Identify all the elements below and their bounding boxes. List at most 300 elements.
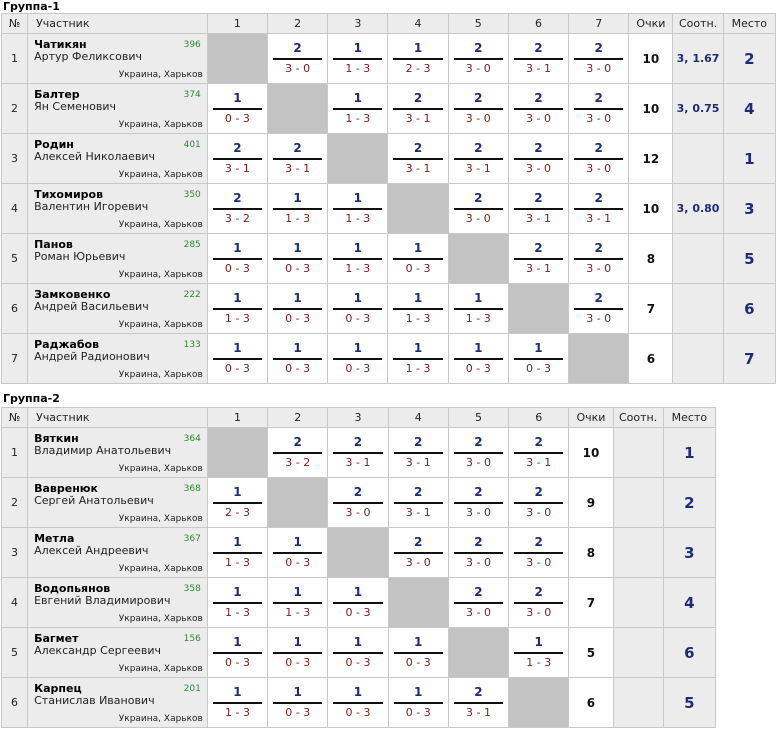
match-result (388, 34, 448, 84)
player-num: 3 (2, 528, 28, 578)
match-points: 2 (474, 141, 483, 155)
match-result (508, 84, 568, 134)
result-divider (514, 602, 563, 604)
match-points: 1 (414, 685, 423, 699)
match-points: 2 (474, 585, 483, 599)
player-rating: 285 (183, 240, 201, 250)
player-city: Украина, Харьков (118, 70, 203, 80)
header-round-7[interactable]: 7 (569, 14, 629, 34)
match-score: 3 - 1 (345, 456, 371, 469)
match-points: 1 (474, 341, 483, 355)
match-points: 2 (233, 191, 242, 205)
match-points: 1 (353, 341, 362, 355)
player-surname-link[interactable]: Родин (34, 138, 74, 151)
result-divider (574, 208, 623, 210)
match-score: 3 - 0 (586, 162, 612, 175)
header-round-6[interactable]: 6 (509, 408, 569, 428)
player-place: 5 (723, 234, 775, 284)
player-surname-link[interactable]: Замковенко (34, 288, 111, 301)
match-points: 2 (534, 485, 543, 499)
match-score: 0 - 3 (345, 606, 371, 619)
player-first-name: Евгений Владимирович (34, 594, 171, 607)
match-points: 2 (414, 485, 423, 499)
match-points: 1 (413, 291, 423, 305)
match-points: 1 (293, 191, 302, 205)
result-divider (273, 358, 322, 360)
self-cell (207, 34, 267, 84)
player-surname-link[interactable]: Вяткин (34, 432, 79, 445)
match-points: 1 (413, 241, 423, 255)
player-place: 3 (723, 184, 775, 234)
match-score: 3 - 1 (526, 212, 551, 225)
match-result (268, 578, 328, 628)
match-score: 2 - 3 (405, 62, 431, 75)
match-result (448, 678, 508, 728)
player-surname-link[interactable]: Водопьянов (34, 582, 111, 595)
match-points: 2 (474, 41, 483, 55)
header-ratio[interactable]: Соотн. (673, 14, 723, 34)
player-num: 5 (2, 234, 28, 284)
player-ratio (613, 678, 663, 728)
match-points: 2 (353, 435, 363, 449)
match-result (388, 84, 448, 134)
match-score: 0 - 3 (224, 362, 250, 375)
match-result (388, 528, 448, 578)
player-rating: 222 (183, 290, 201, 300)
result-divider (514, 258, 563, 260)
player-rating: 396 (183, 40, 201, 50)
player-row (2, 84, 776, 134)
match-points: 2 (233, 141, 242, 155)
self-cell (268, 84, 328, 134)
result-divider (213, 308, 262, 310)
player-surname-link[interactable]: Карпец (34, 682, 82, 695)
result-divider (514, 358, 563, 360)
result-divider (273, 702, 322, 704)
header-round-3[interactable]: 3 (328, 408, 388, 428)
match-result (448, 184, 508, 234)
player-rating: 156 (183, 634, 201, 644)
match-points: 1 (233, 485, 242, 499)
player-place: 6 (723, 284, 775, 334)
match-result (207, 134, 267, 184)
group-title: Группа-1 (3, 0, 60, 13)
match-result (508, 184, 568, 234)
match-score: 3 - 0 (526, 112, 551, 125)
player-rating: 368 (183, 484, 201, 494)
match-points: 2 (353, 485, 363, 499)
header-round-4[interactable]: 4 (388, 408, 448, 428)
player-surname-link[interactable]: Тихомиров (34, 188, 104, 201)
header-round-5[interactable]: 5 (448, 14, 508, 34)
match-points: 2 (534, 141, 543, 155)
match-score: 3 - 1 (465, 162, 491, 175)
self-cell (328, 528, 388, 578)
match-result (388, 284, 448, 334)
match-points: 2 (474, 91, 483, 105)
result-divider (454, 58, 503, 60)
player-num: 7 (2, 334, 28, 384)
match-result (268, 678, 328, 728)
match-result (328, 234, 388, 284)
match-points: 2 (474, 535, 483, 549)
match-result (207, 84, 267, 134)
match-score: 3 - 0 (586, 112, 612, 125)
player-surname-link[interactable]: Раджабов (34, 338, 100, 351)
player-num: 5 (2, 628, 28, 678)
player-points: 12 (629, 134, 673, 184)
match-result (268, 334, 328, 384)
header-round-4[interactable]: 4 (388, 14, 448, 34)
match-result (268, 234, 328, 284)
match-points: 2 (474, 685, 483, 699)
match-score: 0 - 3 (405, 706, 431, 719)
result-divider (454, 552, 503, 554)
player-points: 6 (629, 334, 673, 384)
match-points: 2 (293, 41, 302, 55)
match-points: 1 (293, 685, 302, 699)
result-divider (213, 158, 262, 160)
player-row (2, 34, 776, 84)
match-result (448, 134, 508, 184)
match-points: 1 (293, 635, 302, 649)
player-city: Украина, Харьков (118, 464, 203, 474)
player-first-name: Александр Сергеевич (34, 644, 162, 657)
match-result (508, 134, 568, 184)
header-participant[interactable]: Участник (28, 408, 208, 428)
match-result (448, 478, 508, 528)
result-divider (394, 552, 443, 554)
match-points: 1 (233, 341, 242, 355)
result-divider (394, 452, 443, 454)
match-score: 3 - 0 (285, 62, 311, 75)
player-surname-link[interactable]: Панов (34, 238, 73, 251)
player-surname-link[interactable]: Вавренюк (34, 482, 98, 495)
match-score: 0 - 3 (224, 112, 250, 125)
player-city: Украина, Харьков (118, 664, 203, 674)
result-divider (514, 208, 563, 210)
match-score: 3 - 1 (405, 112, 431, 125)
header-round-3[interactable]: 3 (328, 14, 388, 34)
result-divider (273, 652, 322, 654)
header-num[interactable]: № (2, 14, 28, 34)
match-points: 1 (233, 635, 242, 649)
match-points: 1 (293, 341, 302, 355)
player-ratio (613, 428, 663, 478)
header-row (2, 14, 776, 34)
result-divider (393, 108, 442, 110)
result-divider (333, 502, 382, 504)
result-divider (454, 208, 503, 210)
match-result (268, 284, 328, 334)
match-result (569, 34, 629, 84)
match-score: 3 - 1 (526, 456, 552, 469)
result-divider (273, 602, 322, 604)
player-cell (28, 334, 208, 384)
group-table (1, 407, 716, 728)
match-score: 1 - 3 (526, 656, 552, 669)
match-result (207, 234, 267, 284)
match-result (388, 628, 448, 678)
match-points: 1 (233, 291, 242, 305)
match-score: 3 - 1 (405, 506, 431, 519)
player-points: 10 (629, 34, 673, 84)
header-round-5[interactable]: 5 (448, 408, 508, 428)
player-place: 2 (663, 478, 715, 528)
player-points: 10 (629, 84, 673, 134)
self-cell (508, 284, 568, 334)
self-cell (448, 234, 508, 284)
match-points: 1 (353, 291, 362, 305)
match-score: 0 - 3 (465, 362, 491, 375)
result-divider (333, 652, 382, 654)
match-points: 2 (534, 585, 543, 599)
match-score: 1 - 3 (225, 606, 250, 619)
match-score: 0 - 3 (405, 262, 431, 275)
result-divider (394, 652, 443, 654)
match-result (509, 428, 569, 478)
match-result (448, 34, 508, 84)
result-divider (574, 58, 623, 60)
match-points: 2 (594, 241, 603, 255)
player-num: 1 (2, 34, 28, 84)
header-points[interactable]: Очки (569, 408, 613, 428)
player-cell (28, 284, 208, 334)
match-points: 2 (293, 435, 302, 449)
match-score: 3 - 1 (466, 706, 491, 719)
match-score: 0 - 3 (285, 706, 311, 719)
match-points: 1 (534, 635, 543, 649)
player-row (2, 578, 716, 628)
header-round-6[interactable]: 6 (508, 14, 568, 34)
header-points[interactable]: Очки (629, 14, 673, 34)
header-round-2[interactable]: 2 (268, 14, 328, 34)
match-points: 1 (233, 685, 242, 699)
header-participant[interactable]: Участник (28, 14, 208, 34)
result-divider (393, 358, 442, 360)
player-surname-link[interactable]: Багмет (34, 632, 79, 645)
match-points: 1 (353, 91, 362, 105)
header-round-1[interactable]: 1 (207, 14, 267, 34)
result-divider (393, 58, 442, 60)
player-city: Украина, Харьков (118, 120, 203, 130)
match-points: 1 (233, 585, 242, 599)
match-score: 1 - 3 (405, 362, 431, 375)
player-row (2, 284, 776, 334)
match-points: 1 (233, 241, 242, 255)
match-score: 1 - 3 (345, 62, 371, 75)
match-score: 0 - 3 (285, 362, 311, 375)
match-result (569, 84, 629, 134)
match-result (508, 34, 568, 84)
match-points: 1 (293, 585, 302, 599)
match-score: 0 - 3 (224, 262, 250, 275)
header-place[interactable]: Место (663, 408, 715, 428)
match-result (388, 478, 448, 528)
match-result (328, 334, 388, 384)
player-city: Украина, Харьков (118, 564, 203, 574)
match-result (448, 528, 508, 578)
match-score: 3 - 0 (526, 556, 552, 569)
result-divider (514, 58, 563, 60)
player-num: 6 (2, 678, 28, 728)
result-divider (213, 208, 262, 210)
match-score: 0 - 3 (285, 262, 311, 275)
match-score: 3 - 0 (526, 606, 552, 619)
match-score: 0 - 3 (285, 656, 311, 669)
player-city: Украина, Харьков (118, 270, 203, 280)
match-score: 0 - 3 (345, 706, 371, 719)
player-rating: 350 (183, 190, 201, 200)
result-divider (213, 358, 262, 360)
match-points: 2 (534, 535, 543, 549)
match-points: 2 (474, 191, 483, 205)
header-num[interactable]: № (2, 408, 28, 428)
match-score: 3 - 1 (405, 162, 431, 175)
player-ratio: 3, 0.80 (673, 184, 723, 234)
player-rating: 358 (183, 584, 201, 594)
result-divider (454, 358, 503, 360)
player-ratio (673, 134, 723, 184)
header-round-2[interactable]: 2 (268, 408, 328, 428)
match-score: 1 - 3 (285, 212, 311, 225)
result-divider (273, 58, 322, 60)
match-result (508, 334, 568, 384)
match-points: 1 (413, 341, 423, 355)
match-points: 1 (353, 41, 362, 55)
player-first-name: Валентин Игоревич (34, 200, 149, 213)
match-result (569, 284, 629, 334)
match-result (207, 578, 267, 628)
player-place: 1 (723, 134, 775, 184)
result-divider (213, 702, 262, 704)
match-score: 3 - 0 (526, 162, 551, 175)
player-points: 7 (629, 284, 673, 334)
header-round-1[interactable]: 1 (207, 408, 267, 428)
player-rating: 201 (183, 684, 201, 694)
result-divider (333, 702, 382, 704)
match-points: 2 (534, 191, 543, 205)
player-points: 9 (569, 478, 613, 528)
match-score: 1 - 3 (225, 706, 250, 719)
match-score: 1 - 3 (405, 312, 431, 325)
result-divider (574, 158, 623, 160)
match-points: 1 (353, 191, 362, 205)
result-divider (273, 452, 322, 454)
match-result (448, 284, 508, 334)
player-surname-link[interactable]: Балтер (34, 88, 80, 101)
player-num: 6 (2, 284, 28, 334)
player-place: 4 (663, 578, 715, 628)
header-ratio[interactable]: Соотн. (613, 408, 663, 428)
match-result (207, 628, 267, 678)
match-score: 0 - 3 (345, 656, 371, 669)
player-points: 10 (629, 184, 673, 234)
match-score: 0 - 3 (345, 362, 371, 375)
match-result (509, 478, 569, 528)
player-ratio (613, 628, 663, 678)
result-divider (514, 552, 563, 554)
match-result (388, 234, 448, 284)
self-cell (448, 628, 508, 678)
player-cell (28, 234, 208, 284)
match-result (388, 334, 448, 384)
result-divider (393, 258, 442, 260)
player-first-name: Алексей Андреевич (34, 544, 149, 557)
match-score: 3 - 1 (224, 162, 250, 175)
match-result (448, 334, 508, 384)
player-row (2, 478, 716, 528)
match-result (328, 628, 388, 678)
player-city: Украина, Харьков (118, 714, 203, 724)
player-points: 6 (569, 678, 613, 728)
result-divider (333, 358, 382, 360)
match-result (569, 134, 629, 184)
result-divider (394, 702, 443, 704)
match-points: 1 (293, 241, 302, 255)
result-divider (273, 208, 322, 210)
match-score: 3 - 1 (526, 62, 551, 75)
match-points: 1 (413, 41, 423, 55)
player-points: 7 (569, 578, 613, 628)
player-city: Украина, Харьков (118, 514, 203, 524)
player-place: 2 (723, 34, 775, 84)
result-divider (333, 208, 382, 210)
match-points: 1 (353, 241, 362, 255)
player-cell (28, 628, 208, 678)
player-place: 5 (663, 678, 715, 728)
match-score: 1 - 3 (345, 262, 371, 275)
match-score: 1 - 3 (345, 112, 371, 125)
result-divider (454, 502, 503, 504)
match-score: 1 - 3 (224, 312, 250, 325)
match-result (448, 428, 508, 478)
match-score: 3 - 0 (466, 606, 491, 619)
player-place: 6 (663, 628, 715, 678)
match-points: 2 (413, 91, 423, 105)
player-surname-link[interactable]: Метла (34, 532, 75, 545)
match-points: 2 (534, 435, 543, 449)
match-score: 3 - 0 (465, 212, 491, 225)
player-ratio (673, 334, 723, 384)
result-divider (514, 158, 563, 160)
player-first-name: Артур Феликсович (34, 50, 142, 63)
match-result (268, 34, 328, 84)
match-result (328, 428, 388, 478)
match-result (509, 528, 569, 578)
match-points: 1 (233, 91, 242, 105)
player-surname-link[interactable]: Чатикян (34, 38, 87, 51)
match-score: 0 - 3 (225, 656, 250, 669)
match-score: 3 - 0 (466, 456, 491, 469)
match-score: 3 - 0 (465, 62, 491, 75)
player-num: 2 (2, 478, 28, 528)
header-place[interactable]: Место (723, 14, 775, 34)
match-score: 3 - 0 (345, 506, 371, 519)
self-cell (207, 428, 267, 478)
player-row (2, 678, 716, 728)
player-row (2, 528, 716, 578)
group-title: Группа-2 (3, 392, 60, 405)
match-result (268, 528, 328, 578)
player-place: 3 (663, 528, 715, 578)
result-divider (333, 452, 382, 454)
player-num: 1 (2, 428, 28, 478)
result-divider (213, 652, 262, 654)
result-divider (273, 308, 322, 310)
result-divider (213, 258, 262, 260)
match-points: 1 (293, 291, 302, 305)
